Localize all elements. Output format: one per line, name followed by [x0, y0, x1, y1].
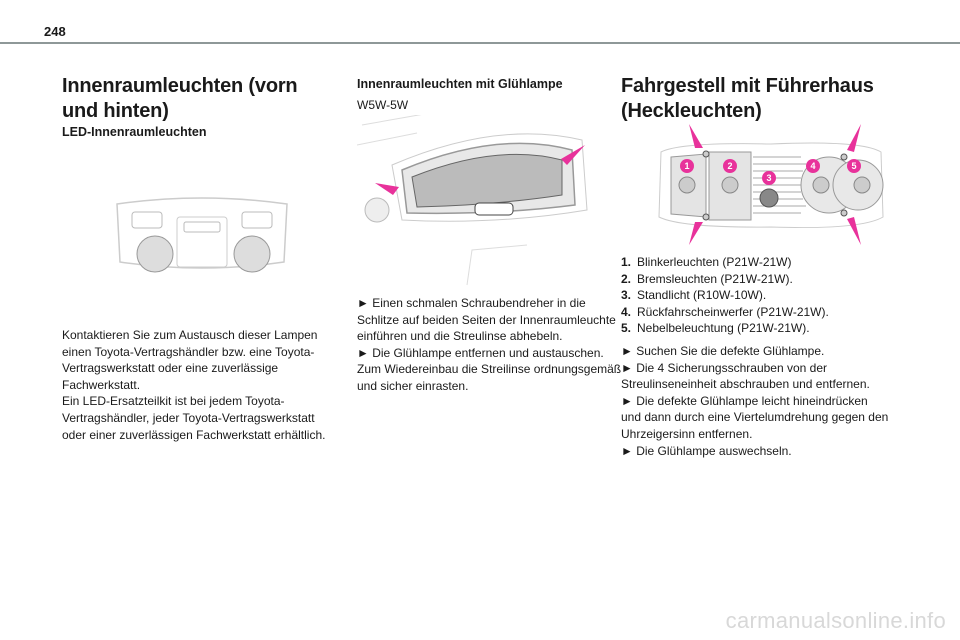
watermark: carmanualsonline.info	[725, 608, 946, 633]
header-rule	[0, 42, 960, 44]
body-text	[357, 295, 622, 395]
page-number: 248	[44, 24, 66, 39]
rear-light-cluster-diagram	[651, 122, 891, 247]
bulb-list	[621, 254, 891, 337]
body-text	[62, 327, 337, 443]
diagram-label: 4	[810, 161, 816, 171]
diagram-label: 2	[727, 161, 733, 171]
section-title: Fahrgestell mit Führerhaus (Heckleuchten)	[621, 75, 874, 122]
list-item: 5. Nebelbeleuchtung (P21W-21W).	[621, 321, 810, 336]
paragraph: ► Die 4 Sicherungsschrauben von der Streulinseneinheit abschrauben und entfernen.	[621, 360, 870, 392]
section-subtitle: LED-Innenraumleuchten	[62, 125, 207, 139]
bulb-interior-light-illustration	[357, 115, 607, 290]
list-item: 3. Standlicht (R10W-10W).	[621, 288, 767, 303]
paragraph: Kontaktieren Sie zum Austausch dieser Lampen einen Toyota-Vertragshändler bzw. eine Toyota-Vertragswerkstatt oder eine zuverlässige Fachwerkstatt.	[62, 328, 318, 392]
paragraph: ► Die Glühlampe auswechseln.	[621, 443, 792, 458]
list-item: 2. Bremsleuchten (P21W-21W).	[621, 271, 793, 286]
bulb-type: W5W-5W	[357, 98, 409, 112]
led-interior-light-illustration	[112, 192, 292, 282]
paragraph: ► Die Glühlampe entfernen und austauschen.	[357, 345, 604, 360]
diagram-label: 5	[851, 161, 857, 171]
paragraph: ► Suchen Sie die defekte Glühlampe.	[621, 344, 825, 358]
body-text	[621, 343, 891, 459]
paragraph: Zum Wiedereinbau die Streilinse ordnungsgemäß und sicher einrasten.	[357, 362, 622, 393]
paragraph: ► Die defekte Glühlampe leicht hineindrücken und dann durch eine Viertelumdrehung gegen den Uhrzeigersinn entfernen.	[621, 393, 889, 441]
diagram-label: 1	[684, 161, 690, 171]
list-item: 1. Blinkerleuchten (P21W-21W)	[621, 255, 792, 269]
paragraph: Ein LED-Ersatzteilkit ist bei jedem Toyota-Vertragshändler, jeder Toyota-Vertragswerkstatt oder einer zuverlässigen Fachwerkstatt erhältlich.	[62, 394, 326, 442]
section-title: Innenraumleuchten (vorn und hinten)	[62, 75, 298, 122]
paragraph: ► Einen schmalen Schraubendreher in die Schlitze auf beiden Seiten der Innenraumleuchte einführen und die Streulinse abhebeln.	[357, 296, 616, 344]
list-item: 4. Rückfahrscheinwerfer (P21W-21W).	[621, 304, 829, 319]
section-subtitle: Innenraumleuchten mit Glühlampe	[357, 77, 563, 91]
diagram-label: 3	[766, 173, 772, 183]
